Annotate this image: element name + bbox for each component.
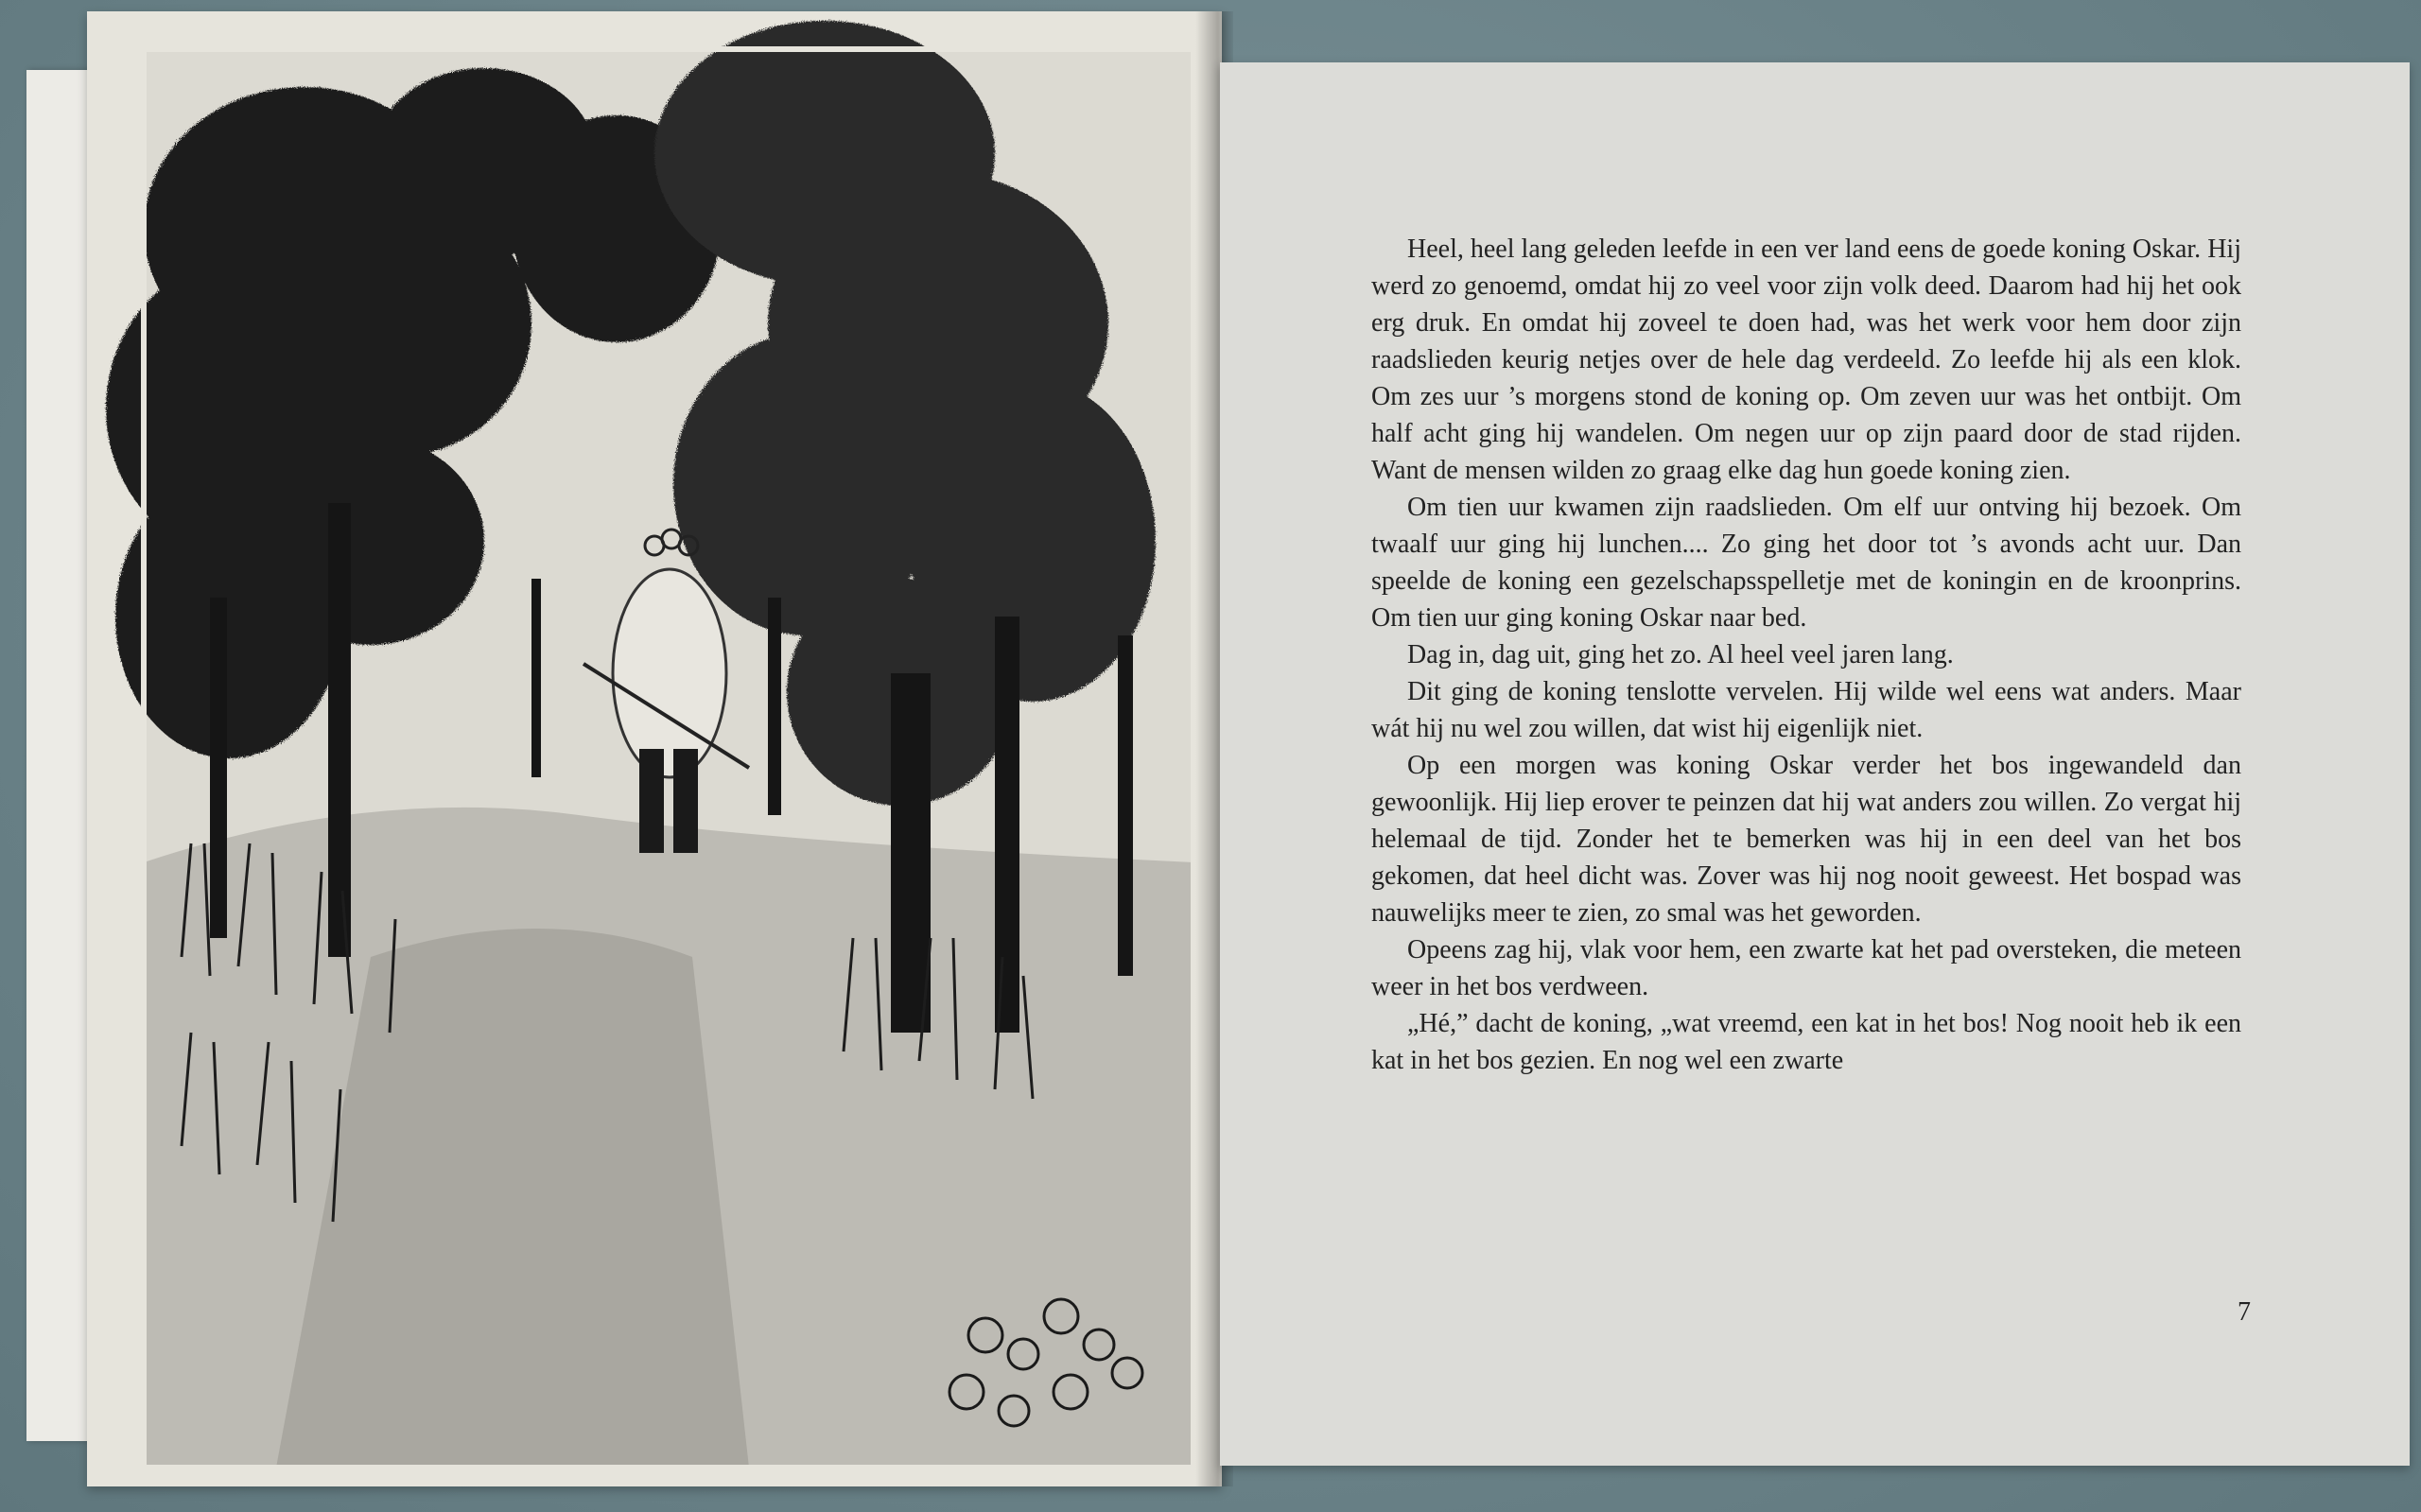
- open-book: [26, 11, 2410, 1496]
- right-page: [1220, 62, 2410, 1466]
- page-number: 7: [2238, 1297, 2251, 1327]
- story-text: [1371, 231, 2241, 1079]
- forest-illustration: [87, 11, 1222, 1486]
- paragraph: Om tien uur kwamen zijn raadslieden. Om elf uur ontving hij bezoek. Om twaalf uur ging hij lunchen.... Zo ging het door tot ’s avonds acht uur. Dan speelde de koning een gezelschapsspelletje met de koningin en de kroonprins. Om tien uur ging koning Oskar naar bed.: [1371, 493, 2241, 633]
- paragraph: „Hé,” dacht de koning, „wat vreemd, een kat in het bos! Nog nooit heb ik een kat in het bos gezien. En nog wel een zwarte: [1371, 1009, 2241, 1075]
- paragraph: Dag in, dag uit, ging het zo. Al heel veel jaren lang.: [1407, 640, 1954, 669]
- paragraph: Opeens zag hij, vlak voor hem, een zwarte kat het pad oversteken, die meteen weer in het bos verdween.: [1371, 935, 2241, 1001]
- paragraph: Dit ging de koning tenslotte vervelen. Hij wilde wel eens wat anders. Maar wát hij nu wel zou willen, dat wist hij eigenlijk niet.: [1371, 677, 2241, 743]
- paragraph: Op een morgen was koning Oskar verder het bos ingewandeld dan gewoonlijk. Hij liep erover te peinzen dat hij wat anders zou willen. Zo vergat hij helemaal de tijd. Zonder het te bemerken was hij in een deel van het bos gekomen, dat heel dicht was. Zover was hij nog nooit geweest. Het bospad was nauwelijks meer te zien, zo smal was het geworden.: [1371, 751, 2241, 928]
- paragraph: Heel, heel lang geleden leefde in een ver land eens de goede koning Oskar. Hij werd zo genoemd, omdat hij zo veel voor zijn volk deed. Daarom had hij het ook erg druk. En omdat hij zoveel te doen had, was het werk voor hem door zijn raadslieden keurig netjes over de hele dag verdeeld. Zo leefde hij als een klok. Om zes uur ’s morgens stond de koning op. Om zeven uur was het ontbijt. Om half acht ging hij wandelen. Om negen uur op zijn paard door de stad rijden. Want de mensen wilden zo graag elke dag hun goede koning zien.: [1371, 235, 2241, 485]
